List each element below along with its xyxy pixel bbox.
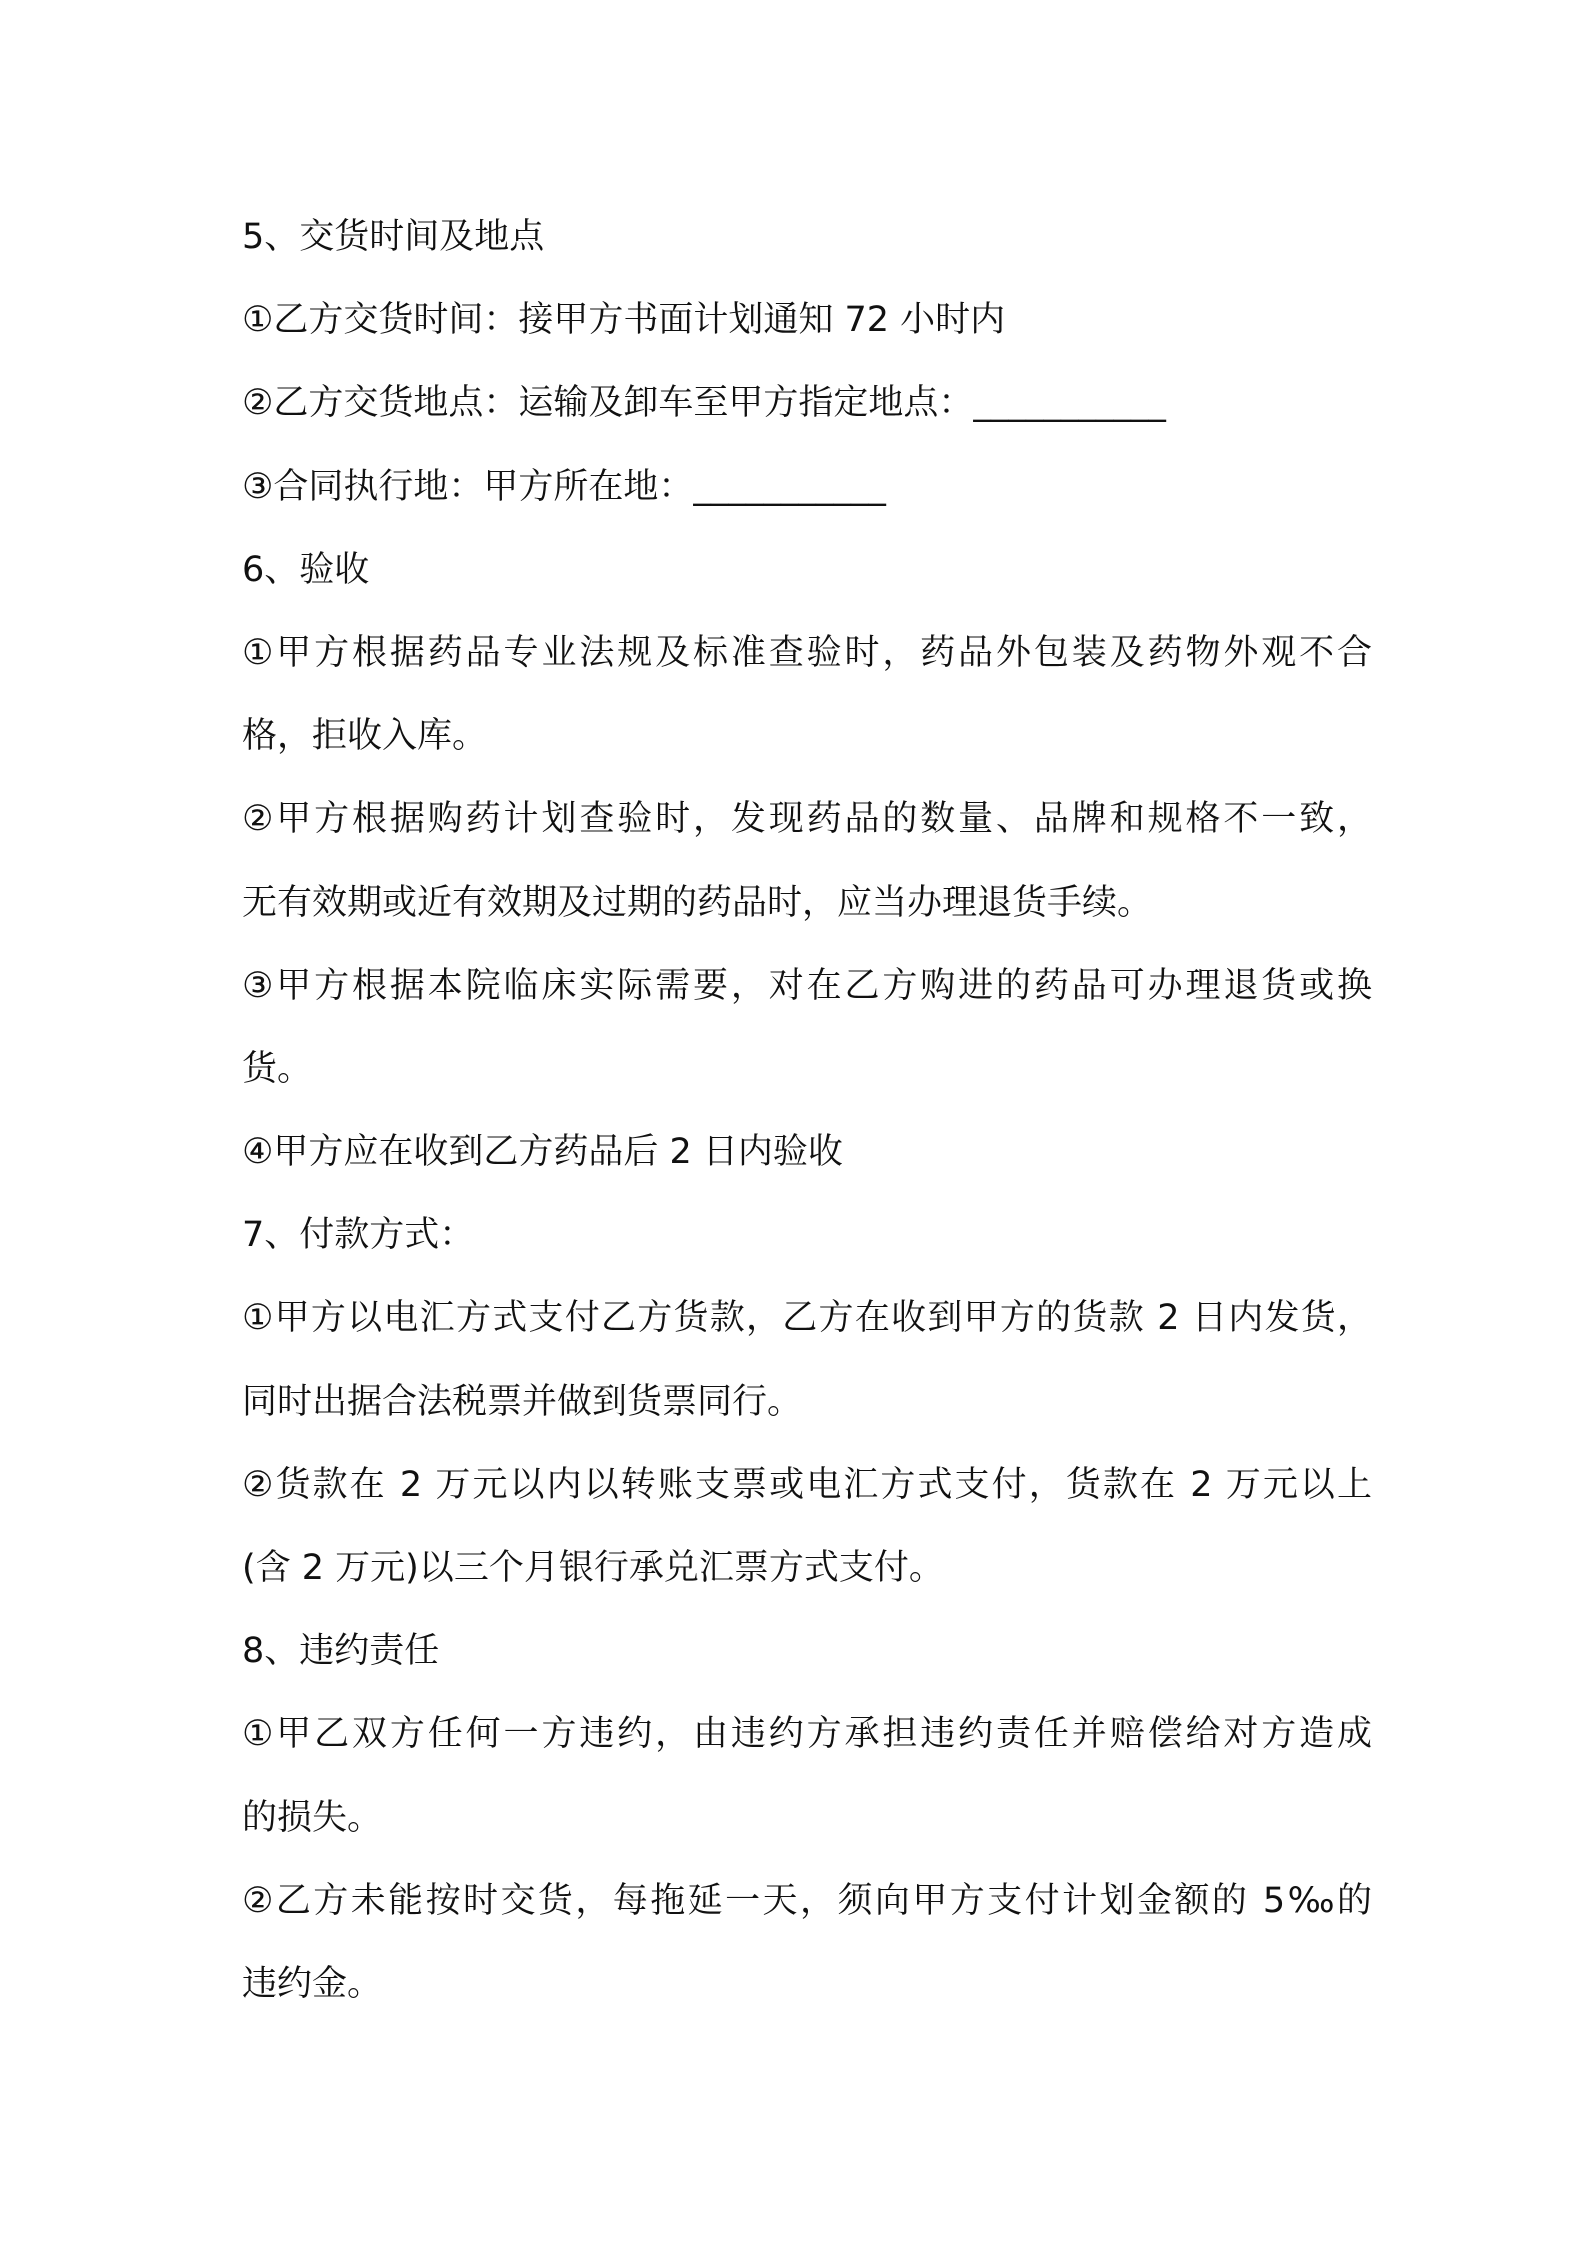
section-heading-payment: 7、付款方式： <box>242 1215 475 1256</box>
liability-clause-2-line-2: 违约金。 <box>242 1963 383 2004</box>
liability-clause-1-line-2: 的损失。 <box>242 1797 383 1838</box>
payment-clause-2-line-1: ②货款在 2 万元以内以转账支票或电汇方式支付，货款在 2 万元以上 <box>242 1464 1372 1505</box>
acceptance-clause-3-line-1: ③甲方根据本院临床实际需要，对在乙方购进的药品可办理退货或换 <box>242 965 1372 1006</box>
acceptance-clause-3-line-2: 货。 <box>242 1048 313 1089</box>
section-heading-acceptance: 6、验收 <box>242 549 370 590</box>
delivery-time-clause: ①乙方交货时间：接甲方书面计划通知 72 小时内 <box>242 300 1006 341</box>
acceptance-clause-2-line-2: 无有效期或近有效期及过期的药品时，应当办理退货手续。 <box>242 882 1153 923</box>
payment-clause-2-line-2: (含 2 万元)以三个月银行承兑汇票方式支付。 <box>242 1548 944 1588</box>
acceptance-clause-4: ④甲方应在收到乙方药品后 2 日内验收 <box>242 1132 843 1173</box>
acceptance-clause-1-line-2: 格，拒收入库。 <box>242 716 488 757</box>
payment-clause-1-line-1: ①甲方以电汇方式支付乙方货款，乙方在收到甲方的货款 2 日内发货， <box>242 1298 1372 1339</box>
delivery-place-clause: ②乙方交货地点：运输及卸车至甲方指定地点：___________ <box>242 383 1166 424</box>
document-body <box>242 196 1372 2026</box>
section-heading-liability: 8、违约责任 <box>242 1631 440 1672</box>
payment-clause-1-line-2: 同时出据合法税票并做到货票同行。 <box>242 1381 803 1422</box>
liability-clause-1-line-1: ①甲乙双方任何一方违约，由违约方承担违约责任并赔偿给对方造成 <box>242 1714 1372 1755</box>
execution-place-clause: ③合同执行地：甲方所在地：___________ <box>242 466 886 507</box>
acceptance-clause-2-line-1: ②甲方根据购药计划查验时，发现药品的数量、品牌和规格不一致， <box>242 799 1372 840</box>
section-heading-delivery: 5、交货时间及地点 <box>242 217 545 257</box>
liability-clause-2-line-1: ②乙方未能按时交货，每拖延一天，须向甲方支付计划金额的 5‰的 <box>242 1880 1372 1921</box>
acceptance-clause-1-line-1: ①甲方根据药品专业法规及标准查验时，药品外包装及药物外观不合 <box>242 632 1372 673</box>
